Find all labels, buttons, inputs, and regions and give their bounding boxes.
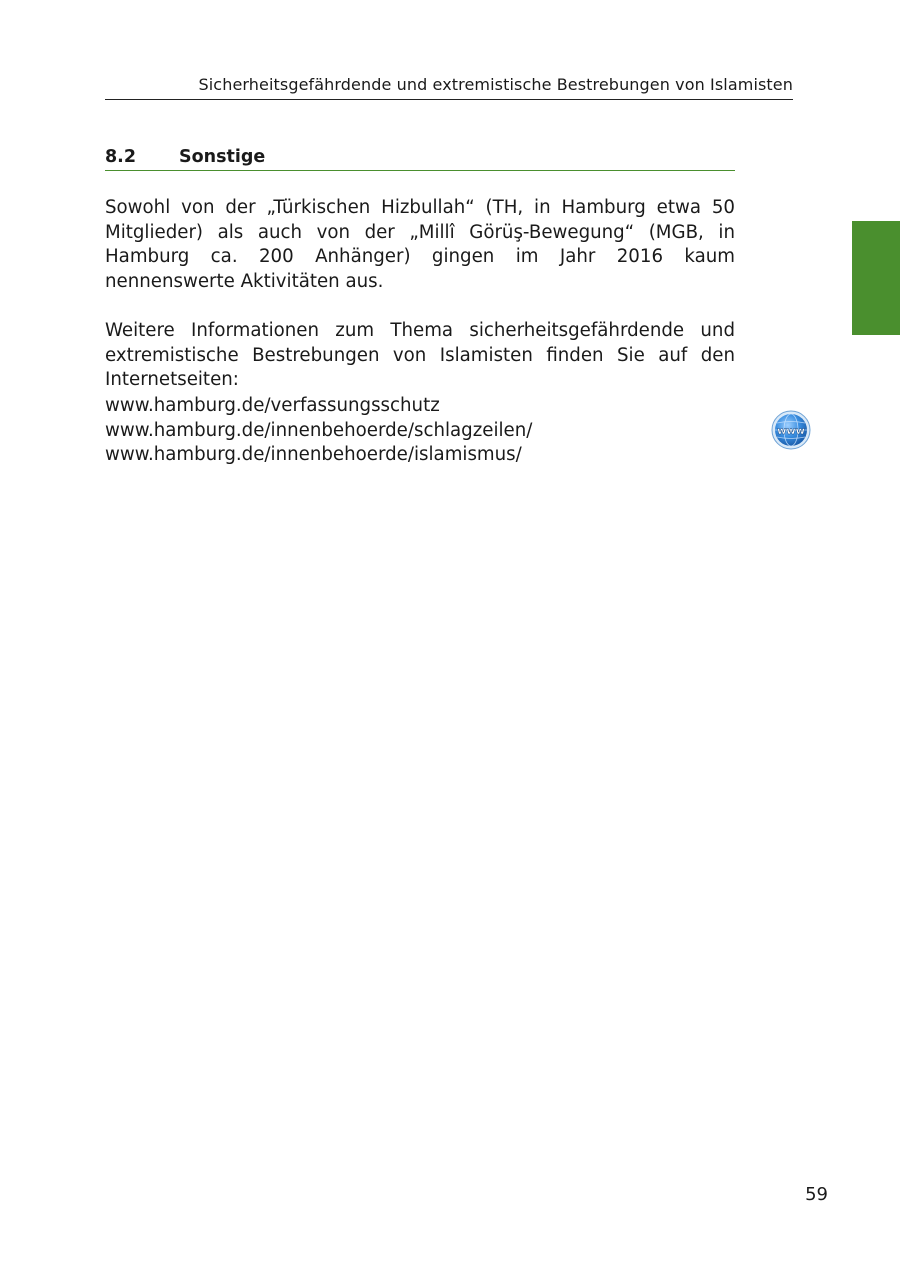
section-heading <box>105 146 735 171</box>
link-item <box>105 394 735 419</box>
www-globe-icon <box>771 410 811 450</box>
link-item <box>105 443 735 468</box>
link-list <box>105 394 735 468</box>
link-islamismus[interactable]: www.hamburg.de/innenbehoerde/islamismus/ <box>105 444 522 465</box>
running-header: Sicherheitsgefährdende und extremistische Bestrebungen von Islamisten <box>105 74 793 100</box>
section-title: Sonstige <box>179 147 266 167</box>
link-item <box>105 419 735 444</box>
chapter-tab-marker <box>852 221 900 335</box>
link-verfassungsschutz[interactable]: www.hamburg.de/verfassungsschutz <box>105 395 440 416</box>
www-icon-label: www <box>777 426 805 437</box>
page-number: 59 <box>805 1184 828 1205</box>
link-schlagzeilen[interactable]: www.hamburg.de/innenbehoerde/schlagzeilen/ <box>105 419 533 441</box>
body-paragraph-organizations: Sowohl von der „Türkischen Hizbullah“ (TH, in Hamburg etwa 50 Mitglieder) als auch von der „Millî Görüş-Bewegung“ (MGB, in Hamburg ca. 200 Anhänger) gingen im Jahr 2016 kaum nennenswerte Aktivitäten aus. <box>105 197 735 292</box>
body-paragraph-more-info: Weitere Informationen zum Thema sicherheitsgefährdende und extremistische Bestrebungen von Islamisten finden Sie auf den Internetseiten: <box>105 320 735 390</box>
section-number: 8.2 <box>105 147 137 167</box>
